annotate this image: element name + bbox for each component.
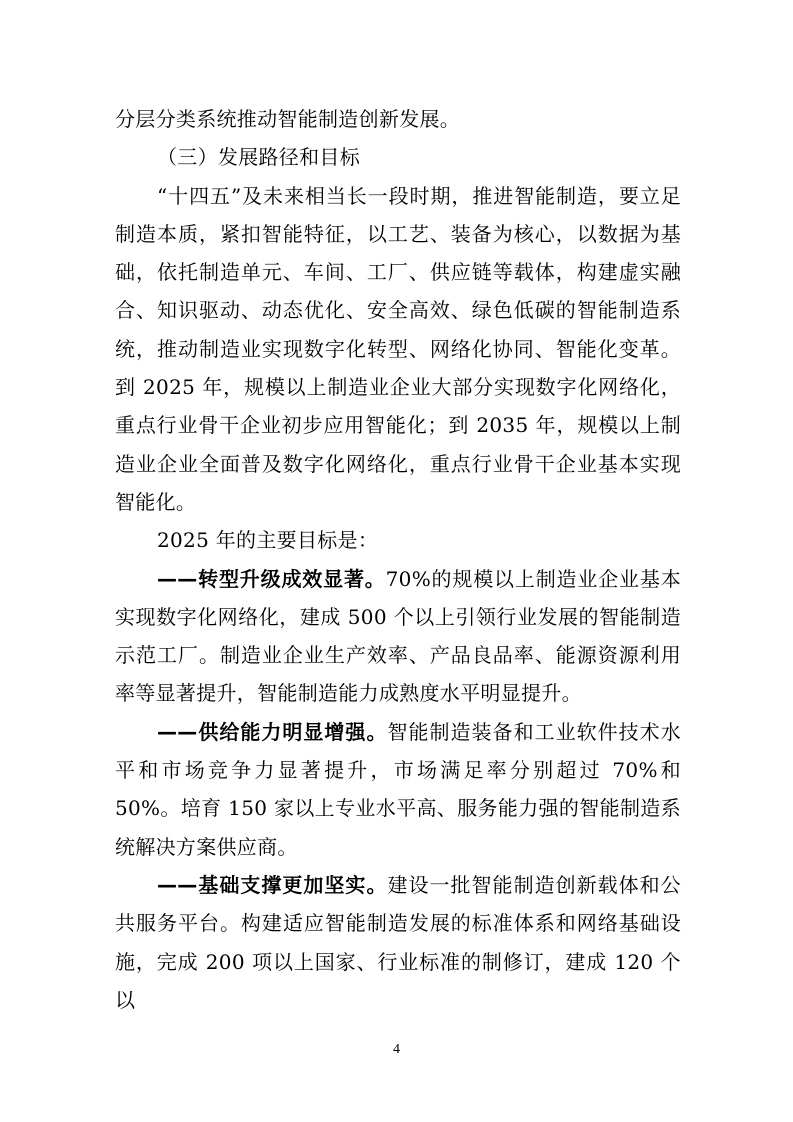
goal-transformation bbox=[115, 560, 681, 713]
paragraph-text: 2025 年的主要目标是： bbox=[157, 528, 379, 553]
goal-foundation-support bbox=[115, 866, 681, 1019]
section-heading-text: （三）发展路径和目标 bbox=[157, 145, 360, 170]
page-number: 4 bbox=[393, 1042, 400, 1057]
section-heading bbox=[115, 138, 681, 176]
body-text bbox=[115, 100, 681, 1019]
goal-supply-capacity bbox=[115, 713, 681, 866]
paragraph-text: “十四五”及未来相当长一段时期，推进智能制造，要立足制造本质，紧扣智能特征，以工艺、装备为核心，以数据为基础，依托制造单元、车间、工厂、供应链等载体，构建虚实融合、知识驱动、动态优化、安全高效、绿色低碳的智能制造系统，推动制造业实现数字化转型、网络化协同、智能化变革。到 2025 年，规模以上制造业企业大部分实现数字化网络化，重点行业骨干企业初步应用智能化；到 2035 年，规模以上制造业企业全面普及数字化网络化，重点行业骨干企业基本实现智能化。 bbox=[115, 183, 681, 514]
paragraph-main-goals-intro bbox=[115, 521, 681, 559]
paragraph-text: 分层分类系统推动智能制造创新发展。 bbox=[115, 107, 461, 131]
goal-text: 建设一批智能制造创新载体和公共服务平台。构建适应智能制造发展的标准体系和网络基础设施，完成 200 项以上国家、行业标准的制修订，建成 120 个以 bbox=[115, 872, 681, 1012]
goal-text: 智能制造装备和工业软件技术水平和市场竞争力显著提升，市场满足率分别超过 70%和 50%。培育 150 家以上专业水平高、服务能力强的智能制造系统解决方案供应商。 bbox=[115, 719, 681, 859]
paragraph-continuation bbox=[115, 100, 681, 138]
paragraph-development-path bbox=[115, 177, 681, 522]
goal-lead-bold: ——供给能力明显增强。 bbox=[157, 719, 388, 744]
goal-lead-bold: ——基础支撑更加坚实。 bbox=[157, 872, 388, 897]
goal-text: 70%的规模以上制造业企业基本实现数字化网络化，建成 500 个以上引领行业发展的智能制造示范工厂。制造业企业生产效率、产品良品率、能源资源利用率等显著提升，智能制造能力成熟度水平明显提升。 bbox=[115, 566, 681, 706]
goal-lead-bold: ——转型升级成效显著。 bbox=[157, 566, 386, 591]
